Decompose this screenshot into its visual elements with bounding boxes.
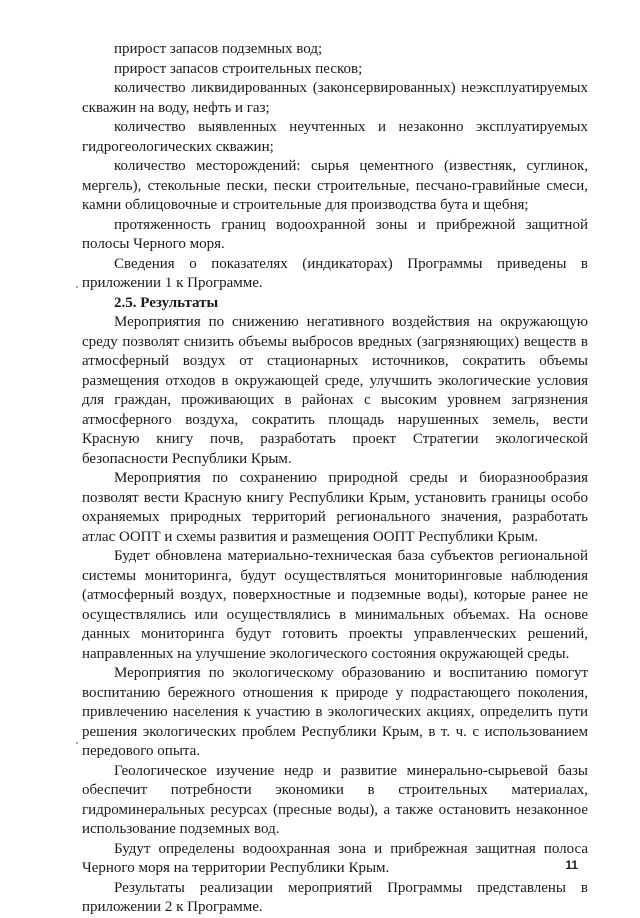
section-heading: 2.5. Результаты <box>114 294 219 311</box>
results-paragraph: Мероприятия по сохранению природной среды и биоразнообразия позволят вести Красную книгу Республики Крым, установить границы особо охраняемых природных территорий регионального значения, разработать атлас ООПТ и схемы развития и размещения ООПТ Республики Крым. <box>82 470 588 545</box>
results-paragraph: Мероприятия по снижению негативного воздействия на окружающую среду позволят снизить объемы выбросов вредных (загрязняющих) веществ в атмосферный воздух от стационарных источников, сократить объемы размещения отходов в окружающей среде, улучшить экологические условия для граждан, проживающих в районах с высоким уровнем загрязнения атмосферного воздуха, сократить площадь нарушенных земель, вести Красную книгу почв, разработать проект Стратегии экологической безопасности Республики Крым. <box>82 314 588 467</box>
indicator-item: прирост запасов подземных вод; <box>114 41 323 57</box>
scan-speck <box>76 286 78 288</box>
indicator-item: количество месторождений: сырья цементного (известняк, суглинок, мергель), стекольные пески, пески строительные, песчано-гравийные смеси, камни облицовочные и строительные для производства бута и щебня; <box>82 158 588 213</box>
results-paragraph: Будут определены водоохранная зона и прибрежная защитная полоса Черного моря на территории Республики Крым. <box>82 840 588 876</box>
page-number: 11 <box>565 858 578 872</box>
document-body <box>82 40 588 918</box>
indicator-item: протяженность границ водоохранной зоны и прибрежной защитной полосы Черного моря. <box>82 216 588 252</box>
indicator-item: количество выявленных неучтенных и незаконно эксплуатируемых гидрогеологических скважин; <box>82 119 588 155</box>
results-paragraph: Результаты реализации мероприятий Программы представлены в приложении 2 к Программе. <box>82 879 588 915</box>
scan-speck <box>76 742 78 744</box>
results-paragraph: Геологическое изучение недр и развитие минерально-сырьевой базы обеспечит потребности экономики в строительных материалах, гидроминеральных ресурсах (пресные воды), а также остановить незаконное использование подземных вод. <box>82 762 588 837</box>
results-paragraph: Будет обновлена материально-техническая база субъектов региональной системы мониторинга, будут осуществляться мониторинговые наблюдения (атмосферный воздух, поверхностные и подземные воды), которые ранее не осуществлялись или осуществлялись в минимальных объемах. На основе данных мониторинга будут готовить проекты управленческих решений, направленных на улучшение экологического состояния окружающей среды. <box>82 548 588 662</box>
indicators-reference-paragraph: Сведения о показателях (индикаторах) Программы приведены в приложении 1 к Программе. <box>82 255 588 291</box>
results-paragraph: Мероприятия по экологическому образованию и воспитанию помогут воспитанию бережного отношения к природе у подрастающего поколения, привлечению населения к участию в экологических акциях, определить пути решения экологических проблем Республики Крым, в т. ч. с использованием передового опыта. <box>82 665 588 759</box>
indicator-item: количество ликвидированных (законсервированных) неэксплуатируемых скважин на воду, нефть и газ; <box>82 80 588 116</box>
indicator-item: прирост запасов строительных песков; <box>114 60 363 77</box>
